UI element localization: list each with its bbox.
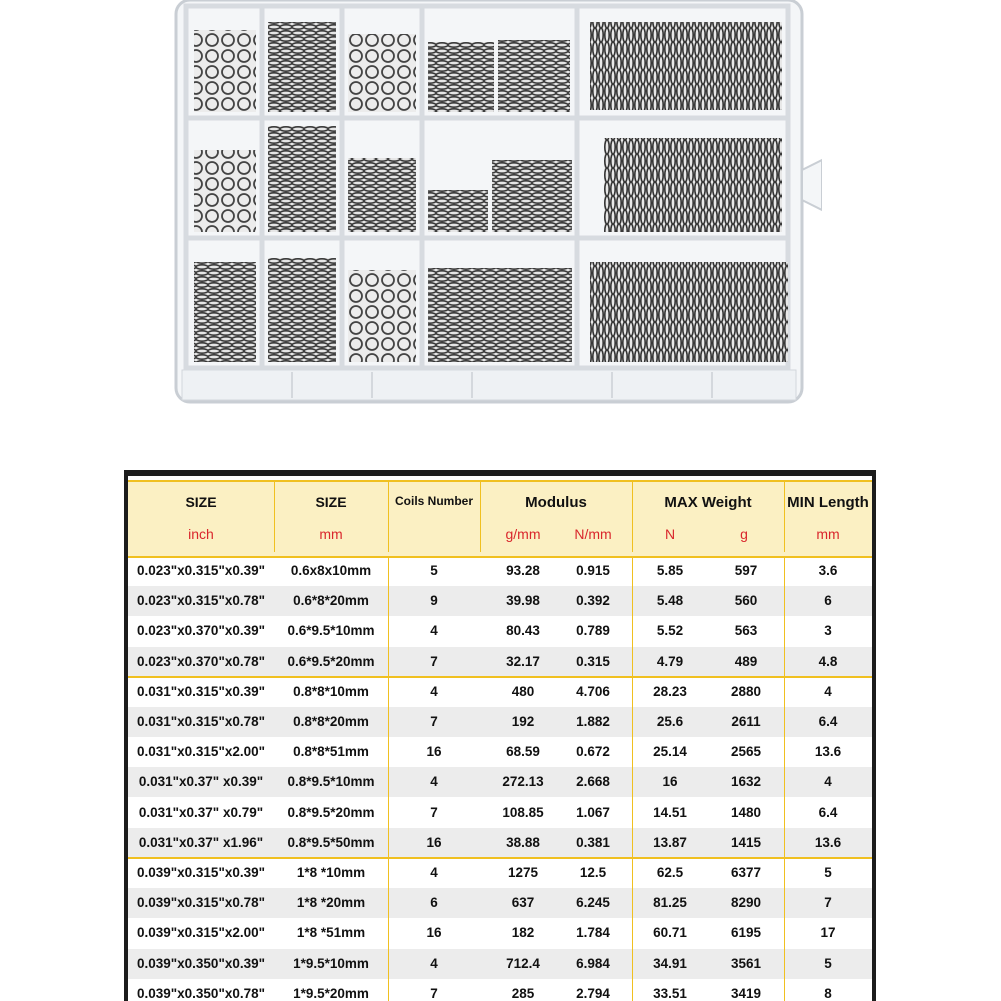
cell-max-weight-g: 563	[734, 623, 758, 639]
cell-max-weight-n: 4.79	[656, 653, 684, 669]
cell-modulus-nmm: 1.784	[576, 925, 610, 941]
cell-size-mm: 1*8 *51mm	[296, 925, 366, 941]
cell-max-weight-g: 597	[734, 563, 758, 578]
cell-max-weight-n: 62.5	[656, 865, 684, 880]
group-separator	[128, 857, 872, 859]
cell-modulus-gmm: 182	[511, 925, 535, 941]
column-divider	[388, 556, 389, 1001]
table-row	[128, 949, 872, 979]
cell-modulus-gmm: 480	[511, 683, 535, 699]
cell-size-mm: 1*8 *10mm	[296, 865, 366, 880]
cell-max-weight-g: 6195	[730, 925, 762, 941]
unit-newton: N	[664, 526, 676, 542]
column-divider	[632, 556, 633, 1001]
cell-modulus-nmm: 4.706	[576, 683, 610, 699]
cell-modulus-gmm: 1275	[507, 865, 539, 880]
unit-inch: inch	[188, 526, 214, 542]
unit-min-mm: mm	[816, 526, 840, 542]
unit-g-per-mm: g/mm	[505, 526, 541, 542]
cell-coils: 4	[430, 623, 438, 639]
cell-min-length: 6	[824, 593, 832, 609]
table-row	[128, 918, 872, 948]
cell-max-weight-n: 13.87	[653, 834, 687, 850]
cell-size-mm: 1*9.5*20mm	[293, 985, 369, 1001]
cell-size-inch: 0.031"x0.315"x0.39"	[136, 683, 266, 699]
cell-size-inch: 0.031"x0.315"x2.00"	[136, 744, 266, 760]
cell-modulus-gmm: 285	[511, 985, 535, 1001]
cell-max-weight-n: 33.51	[653, 985, 687, 1001]
cell-min-length: 7	[824, 895, 832, 911]
cell-modulus-gmm: 39.98	[506, 593, 540, 609]
cell-coils: 7	[430, 985, 438, 1001]
cell-modulus-gmm: 712.4	[506, 955, 540, 971]
unit-mm: mm	[319, 526, 343, 542]
cell-max-weight-g: 1415	[730, 834, 762, 850]
cell-min-length: 5	[824, 865, 832, 880]
cell-size-inch: 0.031"x0.315"x0.78"	[136, 714, 266, 729]
cell-max-weight-n: 5.48	[656, 593, 684, 609]
cell-modulus-nmm: 2.668	[576, 774, 610, 790]
table-header	[128, 480, 872, 558]
cell-max-weight-g: 1480	[730, 804, 762, 820]
table-right-border	[872, 470, 876, 1001]
cell-max-weight-n: 25.14	[653, 744, 687, 760]
cell-coils: 9	[430, 593, 438, 609]
unit-n-per-mm: N/mm	[574, 526, 612, 542]
cell-max-weight-n: 60.71	[653, 925, 687, 941]
spring-spec-table	[124, 470, 876, 1001]
cell-min-length: 8	[824, 985, 832, 1001]
cell-size-inch: 0.039"x0.315"x2.00"	[136, 925, 266, 941]
cell-size-inch: 0.031"x0.37" x0.39"	[138, 774, 264, 790]
cell-coils: 4	[430, 683, 438, 699]
cell-size-inch: 0.023"x0.315"x0.39"	[136, 563, 266, 578]
cell-modulus-nmm: 0.381	[576, 834, 610, 850]
table-row	[128, 798, 872, 828]
cell-min-length: 3.6	[818, 563, 838, 578]
table-row	[128, 828, 872, 858]
cell-size-mm: 1*9.5*10mm	[293, 955, 369, 971]
cell-max-weight-g: 3419	[730, 985, 762, 1001]
cell-size-mm: 0.8*8*51mm	[293, 744, 369, 760]
table-row	[128, 767, 872, 797]
cell-max-weight-n: 5.85	[656, 563, 684, 578]
cell-min-length: 4	[824, 774, 832, 790]
cell-max-weight-n: 25.6	[656, 714, 684, 729]
group-separator	[128, 676, 872, 678]
header-max-weight: MAX Weight	[664, 494, 752, 511]
header-size-inch: SIZE	[185, 494, 217, 510]
cell-size-inch: 0.039"x0.315"x0.78"	[136, 895, 266, 911]
cell-coils: 16	[426, 925, 442, 941]
cell-max-weight-n: 81.25	[653, 895, 687, 911]
table-row	[128, 707, 872, 737]
cell-min-length: 5	[824, 955, 832, 971]
header-divider	[388, 482, 389, 552]
table-row	[128, 677, 872, 707]
cell-modulus-gmm: 80.43	[506, 623, 540, 639]
table-row	[128, 858, 872, 888]
header-divider	[632, 482, 633, 552]
cell-max-weight-n: 5.52	[656, 623, 684, 639]
cell-modulus-gmm: 93.28	[506, 563, 540, 578]
cell-modulus-nmm: 6.984	[576, 955, 610, 971]
cell-size-inch: 0.023"x0.315"x0.78"	[136, 593, 266, 609]
cell-modulus-nmm: 0.915	[576, 563, 610, 578]
cell-min-length: 13.6	[814, 834, 842, 850]
header-modulus: Modulus	[525, 494, 587, 511]
cell-modulus-gmm: 108.85	[502, 804, 544, 820]
cell-size-mm: 1*8 *20mm	[296, 895, 366, 911]
cell-min-length: 4	[824, 683, 832, 699]
cell-size-inch: 0.039"x0.350"x0.78"	[136, 985, 266, 1001]
cell-modulus-nmm: 1.882	[576, 714, 610, 729]
cell-modulus-nmm: 0.672	[576, 744, 610, 760]
unit-gram: g	[740, 526, 748, 542]
cell-modulus-nmm: 0.789	[576, 623, 610, 639]
cell-coils: 5	[430, 563, 438, 578]
table-row	[128, 556, 872, 586]
header-size-mm: SIZE	[315, 494, 347, 510]
cell-max-weight-g: 560	[734, 593, 758, 609]
cell-size-inch: 0.039"x0.315"x0.39"	[136, 865, 266, 880]
cell-modulus-nmm: 0.392	[576, 593, 610, 609]
cell-coils: 16	[426, 744, 442, 760]
cell-modulus-gmm: 637	[511, 895, 535, 911]
cell-modulus-gmm: 68.59	[506, 744, 540, 760]
cell-coils: 4	[430, 774, 438, 790]
cell-size-mm: 0.8*9.5*10mm	[287, 774, 375, 790]
cell-modulus-nmm: 6.245	[576, 895, 610, 911]
cell-max-weight-g: 2880	[730, 683, 762, 699]
cell-coils: 4	[430, 865, 438, 880]
cell-coils: 4	[430, 955, 438, 971]
cell-max-weight-g: 489	[734, 653, 758, 669]
cell-min-length: 17	[820, 925, 836, 941]
table-row	[128, 979, 872, 1001]
cell-coils: 7	[430, 804, 438, 820]
column-divider	[784, 556, 785, 1001]
cell-modulus-nmm: 12.5	[579, 865, 607, 880]
cell-size-mm: 0.8*8*10mm	[293, 683, 369, 699]
cell-size-inch: 0.039"x0.350"x0.39"	[136, 955, 266, 971]
table-row	[128, 586, 872, 616]
table-row	[128, 616, 872, 646]
cell-coils: 7	[430, 653, 438, 669]
cell-size-mm: 0.6x8x10mm	[290, 563, 372, 578]
cell-size-mm: 0.6*8*20mm	[293, 593, 369, 609]
table-row	[128, 737, 872, 767]
cell-max-weight-n: 34.91	[653, 955, 687, 971]
cell-min-length: 6.4	[818, 714, 838, 729]
cell-max-weight-g: 2565	[730, 744, 762, 760]
cell-modulus-nmm: 2.794	[576, 985, 610, 1001]
cell-modulus-gmm: 32.17	[506, 653, 540, 669]
cell-max-weight-n: 28.23	[653, 683, 687, 699]
cell-size-inch: 0.023"x0.370"x0.39"	[136, 623, 266, 639]
cell-coils: 6	[430, 895, 438, 911]
cell-max-weight-g: 8290	[730, 895, 762, 911]
table-row	[128, 888, 872, 918]
cell-modulus-nmm: 1.067	[576, 804, 610, 820]
cell-modulus-nmm: 0.315	[576, 653, 610, 669]
cell-size-inch: 0.023"x0.370"x0.78"	[136, 653, 266, 669]
cell-max-weight-g: 3561	[730, 955, 762, 971]
cell-size-mm: 0.8*9.5*20mm	[287, 804, 375, 820]
cell-modulus-gmm: 192	[511, 714, 535, 729]
cell-size-inch: 0.031"x0.37" x0.79"	[138, 804, 264, 820]
cell-max-weight-n: 14.51	[653, 804, 687, 820]
table-row	[128, 647, 872, 677]
cell-size-inch: 0.031"x0.37" x1.96"	[138, 834, 264, 850]
cell-max-weight-g: 6377	[730, 865, 762, 880]
table-top-border	[124, 470, 876, 476]
cell-modulus-gmm: 38.88	[506, 834, 540, 850]
cell-min-length: 3	[824, 623, 832, 639]
header-min-length: MIN Length	[787, 494, 869, 511]
header-coils-number: Coils Number	[394, 494, 473, 508]
cell-min-length: 6.4	[818, 804, 838, 820]
cell-coils: 16	[426, 834, 442, 850]
cell-min-length: 4.8	[818, 653, 838, 669]
spring-assortment-box-photo	[172, 0, 822, 410]
cell-size-mm: 0.6*9.5*10mm	[287, 623, 375, 639]
cell-max-weight-g: 1632	[730, 774, 762, 790]
cell-max-weight-g: 2611	[731, 714, 761, 729]
cell-max-weight-n: 16	[662, 774, 678, 790]
cell-size-mm: 0.8*8*20mm	[293, 714, 369, 729]
cell-coils: 7	[430, 714, 438, 729]
cell-min-length: 13.6	[814, 744, 842, 760]
cell-size-mm: 0.6*9.5*20mm	[287, 653, 375, 669]
cell-modulus-gmm: 272.13	[502, 774, 544, 790]
cell-size-mm: 0.8*9.5*50mm	[287, 834, 375, 850]
